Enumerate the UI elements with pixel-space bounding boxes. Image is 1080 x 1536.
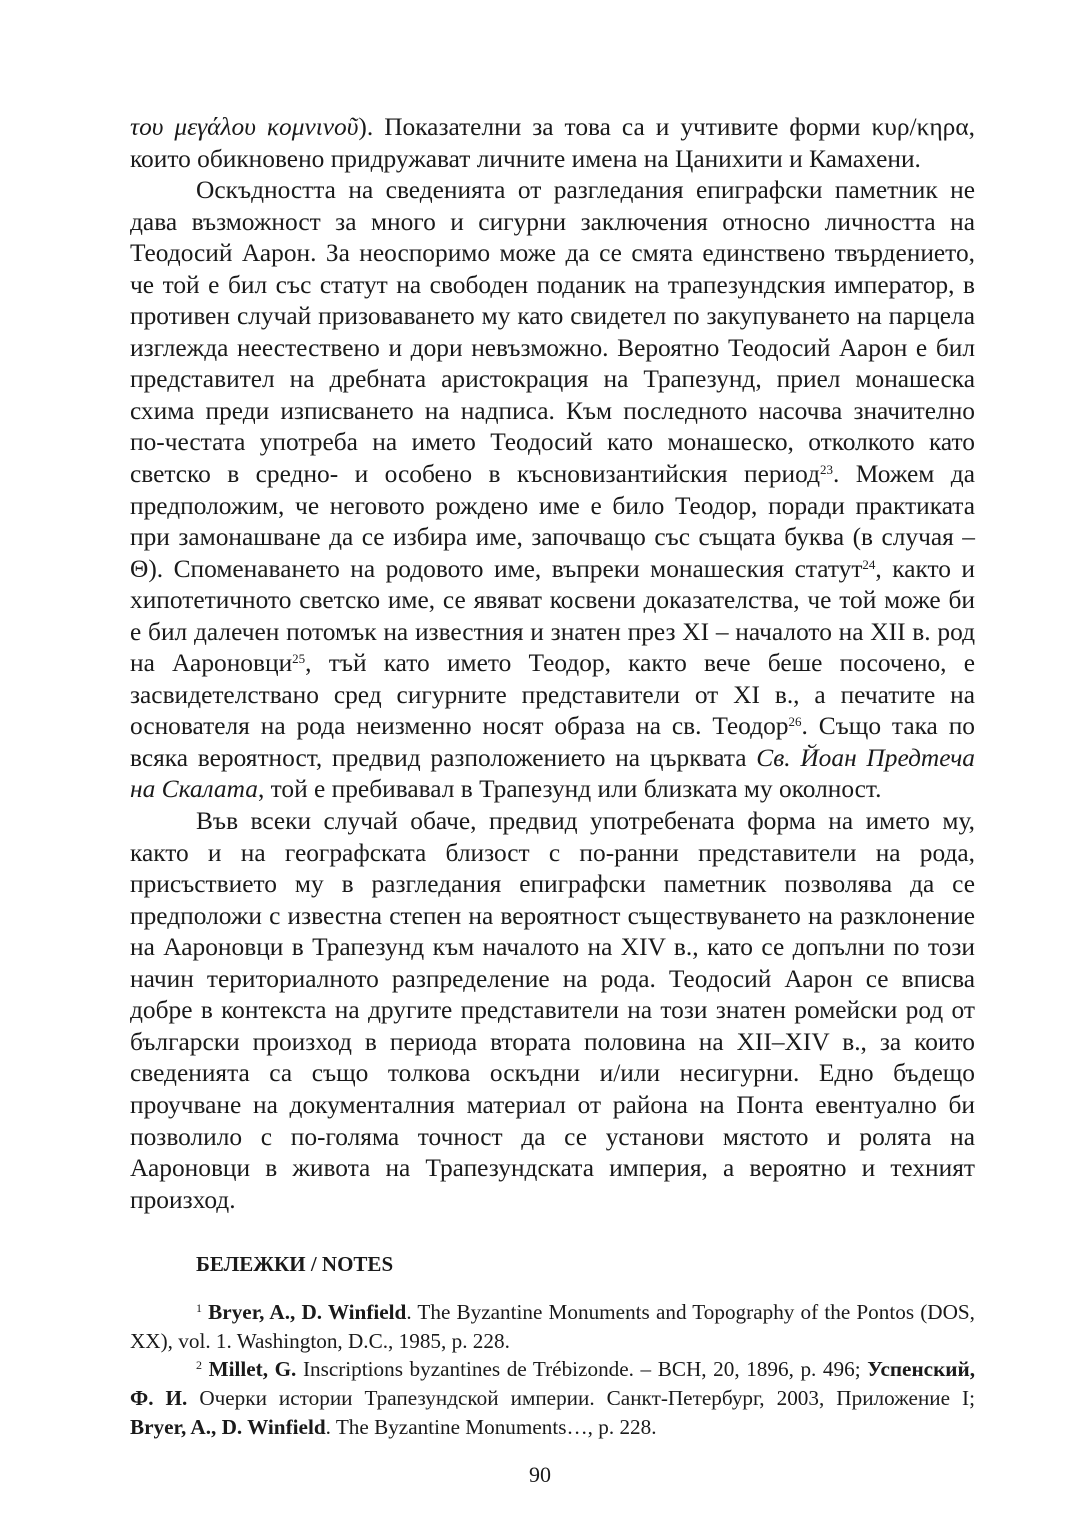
- paragraph-1-text-b: , които обикновено придружават личните имена на Цанихити и Камахени.: [130, 113, 975, 173]
- footnote-ref-23[interactable]: 23: [820, 461, 834, 477]
- note-1-text: . The Byzantine Monuments and Topography of the Pontos (DOS, XX), vol. 1. Washington, D.C., 1985, p. 228.: [130, 1300, 975, 1353]
- paragraph-2: [130, 175, 975, 806]
- paragraph-2-text-6: , той е пребивавал в Трапезунд или близката му околност.: [257, 775, 882, 804]
- footnote-ref-25[interactable]: 25: [292, 651, 306, 667]
- note-2-author-3: Bryer, A., D. Winfield: [130, 1414, 326, 1439]
- greek-forms: κυρ/κηρα: [871, 113, 969, 141]
- note-2-text-2: Очерки истории Трапезундской империи. Санкт-Петербург, 2003, Приложение I;: [187, 1385, 975, 1410]
- paragraph-2-text-2: . Можем да предположим, че неговото рождено име е било Теодор, поради практиката при замонашване да се избира име, започващо със същата буква (в случая – Θ). Споменаването на родовото име, въпреки монашеския статут: [130, 460, 975, 583]
- note-1: [130, 1298, 975, 1355]
- note-1-author: Bryer, A., D. Winfield: [208, 1300, 407, 1325]
- note-2-text-3: . The Byzantine Monuments…, p. 228.: [325, 1414, 657, 1439]
- note-2-text-1: Inscriptions byzantines de Trébizonde. – BCH, 20, 1896, p. 496;: [296, 1357, 868, 1382]
- footnote-ref-24[interactable]: 24: [862, 556, 876, 572]
- note-2-author-2: Успенский, Ф. И.: [130, 1357, 975, 1410]
- greek-phrase: του μεγάλου κομνινοῦ: [130, 113, 359, 141]
- paragraph-3-text: Във всеки случай обаче, предвид употребената форма на името му, както и на географската близост с по-ранни представители на рода, присъствието му в разгледания епиграфски паметник позволява да се предположи с известна степен на вероятност съществуването на разклонение на Аароновци в Трапезунд към началото на XIV в., като се допълни по този начин териториалното разпределение на рода. Теодосий Аарон се вписва добре в контекста на другите представители на този знатен ромейски род от български произход в периода втората половина на XII–XIV в., за които сведенията са също толкова оскъдни и/или несигурни. Едно бъдещо проучване на документалния материал от района на Понта евентуално би позволило с по-голяма точност да се установи мястото и ролята на Аароновци в живота на Трапезундската империя, а вероятно и техният произход.: [130, 807, 975, 1214]
- paragraph-3: [130, 806, 975, 1216]
- paragraph-2-text-5: . Също така по всяка вероятност, предвид разположението на църквата: [130, 712, 975, 772]
- paragraph-2-text-3: , както и хипотетичното светско име, се явяват косвени доказателства, че той може би е бил далечен потомък на известния и знатен през XI – началото на XII в. род на Аароновци: [130, 554, 975, 678]
- note-1-number: 1: [196, 1300, 202, 1315]
- note-2-author-1: Millet, G.: [208, 1357, 297, 1382]
- church-name: Св. Йоан Предтеча на Скалата: [130, 743, 976, 804]
- note-2: [130, 1355, 975, 1441]
- paragraph-1-text-a: ). Показателни за това са и учтивите форми: [358, 113, 872, 141]
- notes-heading: БЕЛЕЖКИ / NOTES: [196, 1252, 394, 1277]
- notes-list: [130, 1298, 975, 1441]
- paragraph-1: [130, 112, 975, 175]
- footnote-ref-26[interactable]: 26: [788, 714, 802, 730]
- note-2-number: 2: [196, 1358, 202, 1373]
- paragraph-2-text-4: , тъй като името Теодор, както вече беше посочено, е засвидетелствано сред сигурните представители от XI в., а печатите на основателя на рода неизменно носят образа на св. Теодор: [130, 649, 975, 741]
- paragraph-2-text-1: Оскъдността на сведенията от разгледания епиграфски паметник не дава възможност за много и сигурни заключения относно личността на Теодосий Аарон. За неоспоримо може да се смята единствено твърдението, че той е бил със статут на свободен поданик на трапезундския император, в противен случай призоваването му като свидетел по закупуването на парцела изглежда неестествено и дори невъзможно. Вероятно Теодосий Аарон е бил представител на дребната аристокрация на Трапезунд, приел монашеска схима преди изписването на надписа. Към последното насочва значително по-честата употреба на името Теодосий като монашеско, отколкото като светско в средно- и особено в късновизантийския период: [130, 176, 975, 489]
- page-content: [130, 112, 975, 1441]
- page-number: 90: [529, 1462, 551, 1487]
